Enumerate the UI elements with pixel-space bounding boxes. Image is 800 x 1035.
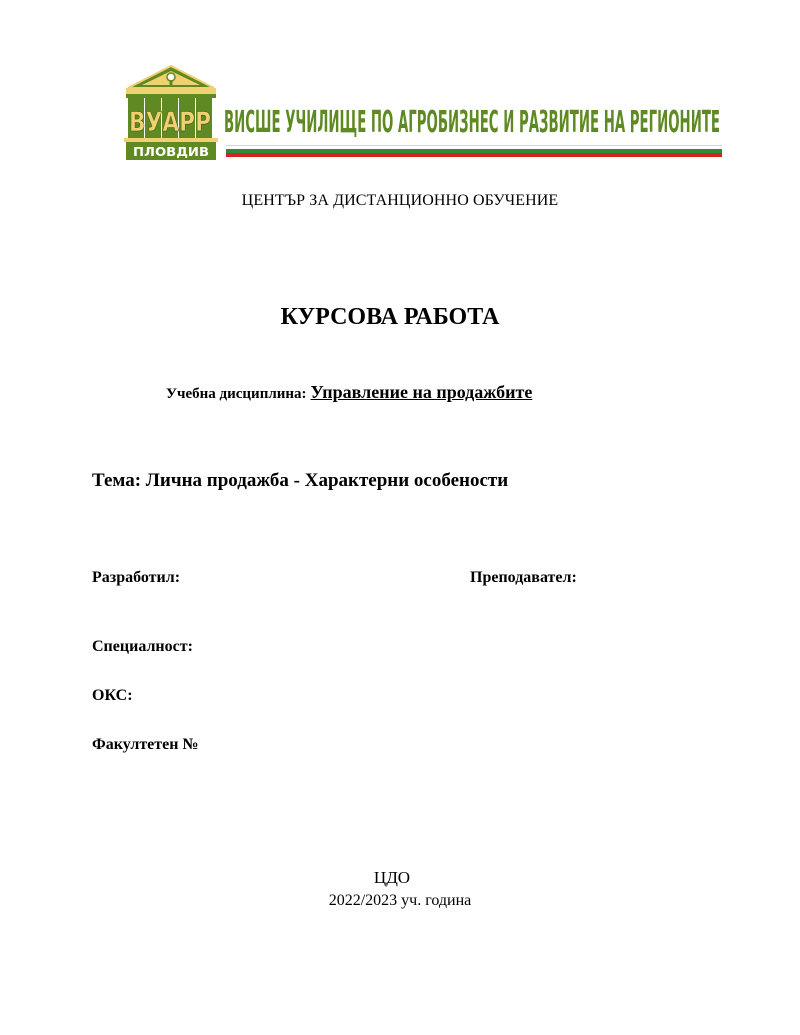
discipline-line bbox=[166, 382, 532, 403]
specialty-label: Специалност: bbox=[92, 638, 193, 655]
author-label: Разработил: bbox=[92, 569, 181, 586]
lecturer-label: Преподавател: bbox=[470, 569, 577, 586]
center-name: ЦЕНТЪР ЗА ДИСТАНЦИОННО ОБУЧЕНИЕ bbox=[241, 192, 559, 209]
discipline-label: Учебна дисциплина: bbox=[166, 386, 307, 402]
footer-center: ЦДО bbox=[373, 868, 411, 887]
logo-city: ПЛОВДИВ bbox=[133, 145, 209, 159]
faculty-number-label: Факултетен № bbox=[92, 736, 199, 753]
torch-icon bbox=[167, 73, 175, 81]
flag-stripes bbox=[226, 145, 722, 157]
university-name-logo bbox=[224, 98, 724, 142]
university-name: ВИСШЕ УЧИЛИЩЕ ПО АГРОБИЗНЕС И РАЗВИТИЕ НА РЕГИОНИТЕ bbox=[224, 105, 720, 140]
topic: Тема: Лична продажба - Характерни особености bbox=[92, 470, 509, 491]
degree-label: ОКС: bbox=[92, 687, 133, 704]
university-logo-emblem bbox=[124, 62, 218, 162]
flag-stripe-red bbox=[226, 153, 722, 157]
document-title: КУРСОВА РАБОТА bbox=[280, 304, 500, 330]
discipline-value: Управление на продажбите bbox=[310, 382, 533, 402]
footer-year: 2022/2023 уч. година bbox=[328, 892, 472, 909]
logo-abbreviation: ВУАРР bbox=[129, 107, 211, 138]
